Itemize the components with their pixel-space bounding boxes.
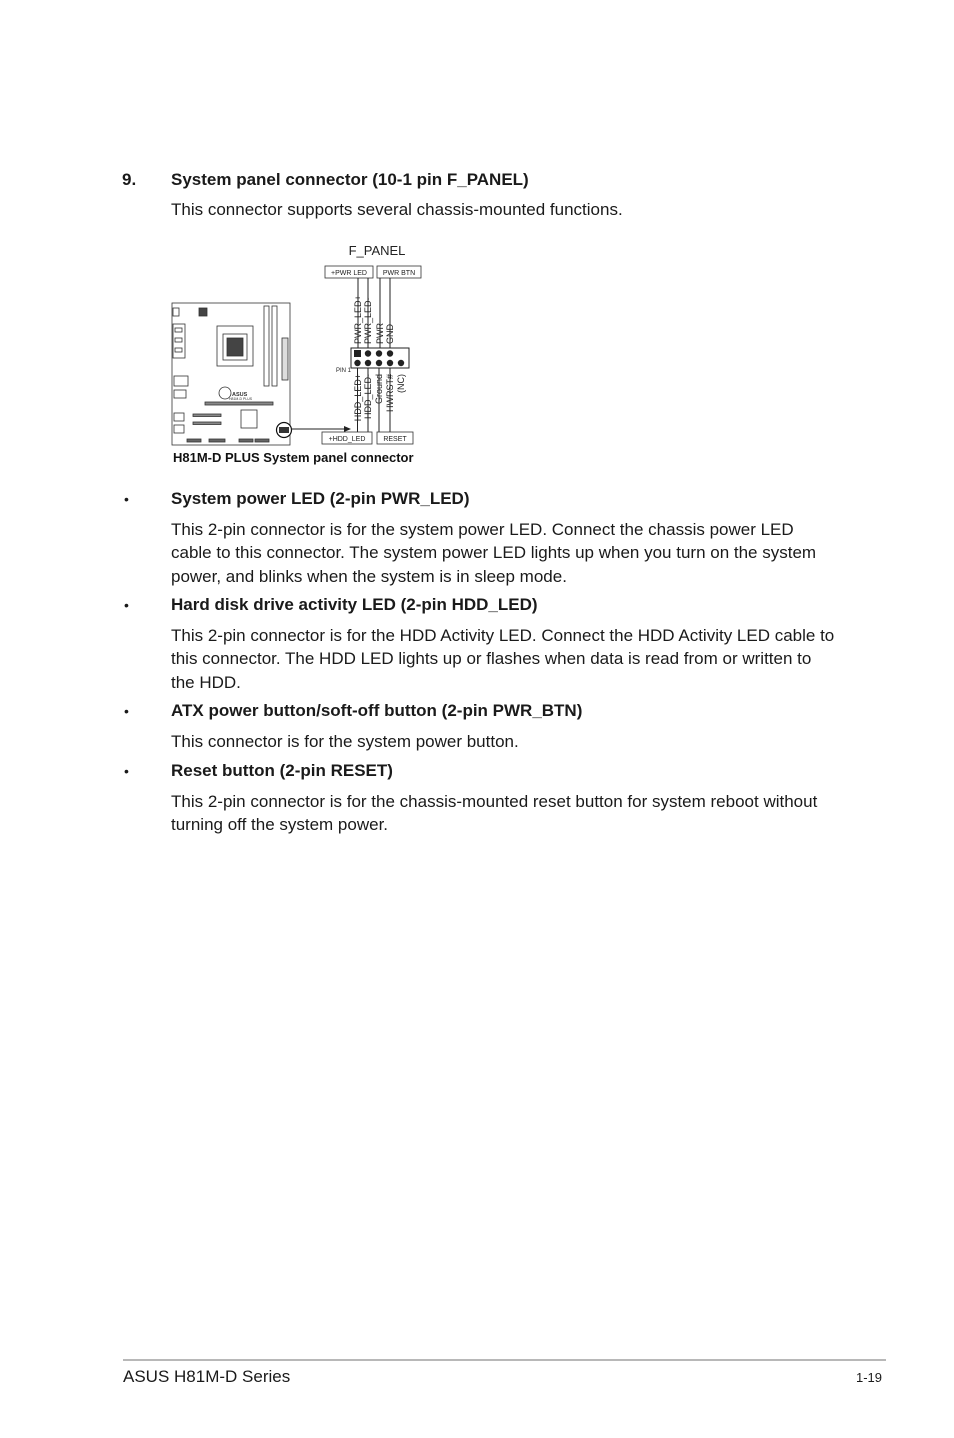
footer-product-name: ASUS H81M-D Series (123, 1367, 291, 1386)
board-model: H81M-D PLUS (229, 397, 253, 401)
bullet-title-reset: Reset button (2-pin RESET) (171, 761, 393, 780)
pin-label-pwr-led-minus: PWR_LED- (363, 297, 373, 344)
section-number: 9. (122, 170, 137, 189)
bullet-marker: • (124, 597, 129, 613)
pin-label-hdd-led-minus: HDD_LED- (363, 374, 373, 420)
diagram-caption: H81M-D PLUS System panel connector (173, 450, 414, 465)
pin-label-hwrst: HWRST# (385, 374, 395, 412)
bullet-marker: • (124, 703, 129, 719)
board-logo: ASUS (232, 392, 248, 398)
motherboard-illustration (172, 303, 292, 445)
bullet-title-hdd-led: Hard disk drive activity LED (2-pin HDD_LED) (171, 595, 538, 614)
footer-page-number: 1-19 (856, 1370, 883, 1385)
pin-label-nc: (NC) (396, 374, 406, 393)
section-description: This connector supports several chassis-mounted functions. (171, 200, 623, 219)
pin1-label: PIN 1 (336, 368, 352, 374)
pin-header (351, 348, 409, 368)
bullet-marker: • (124, 491, 129, 507)
f-panel-diagram (165, 238, 455, 468)
bullet-marker: • (124, 763, 129, 779)
bullet-title-pwr-btn: ATX power button/soft-off button (2-pin PWR_BTN) (171, 701, 583, 720)
section-title: System panel connector (10-1 pin F_PANEL) (171, 170, 529, 189)
diagram-header: F_PANEL (348, 243, 406, 258)
bullet-text-pwr-led: This 2-pin connector is for the system power LED. Connect the chassis power LED cable to this connector. The system power LED lights up when you turn on the system power, and blinks when the system is in sleep mode. (171, 520, 817, 586)
bullet-title-pwr-led: System power LED (2-pin PWR_LED) (171, 489, 470, 508)
pin-label-pwr: PWR (375, 323, 385, 344)
pwr-led-box-label: +PWR LED (331, 270, 367, 277)
footer-divider (123, 1359, 886, 1361)
bullet-text-hdd-led: This 2-pin connector is for the HDD Activity LED. Connect the HDD Activity LED cable to this connector. The HDD LED lights up or flashes when data is read from or written to the HDD. (171, 626, 835, 692)
pointer-arrow-icon (344, 426, 351, 432)
bullet-text-reset: This 2-pin connector is for the chassis-mounted reset button for system reboot without turning off the system power. (171, 792, 818, 835)
pwr-btn-box-label: PWR BTN (382, 270, 416, 277)
hdd-led-box-label: +HDD_LED (328, 436, 366, 443)
reset-box-label: RESET (383, 436, 407, 443)
pin-label-pwr-led-plus: PWR_LED+ (353, 295, 363, 344)
pin-label-gnd: GND (385, 324, 395, 344)
pin-label-ground: Ground (374, 374, 384, 405)
bullet-text-pwr-btn: This connector is for the system power button. (171, 732, 519, 751)
pin-label-hdd-led-plus: HDD_LED+ (353, 374, 363, 422)
